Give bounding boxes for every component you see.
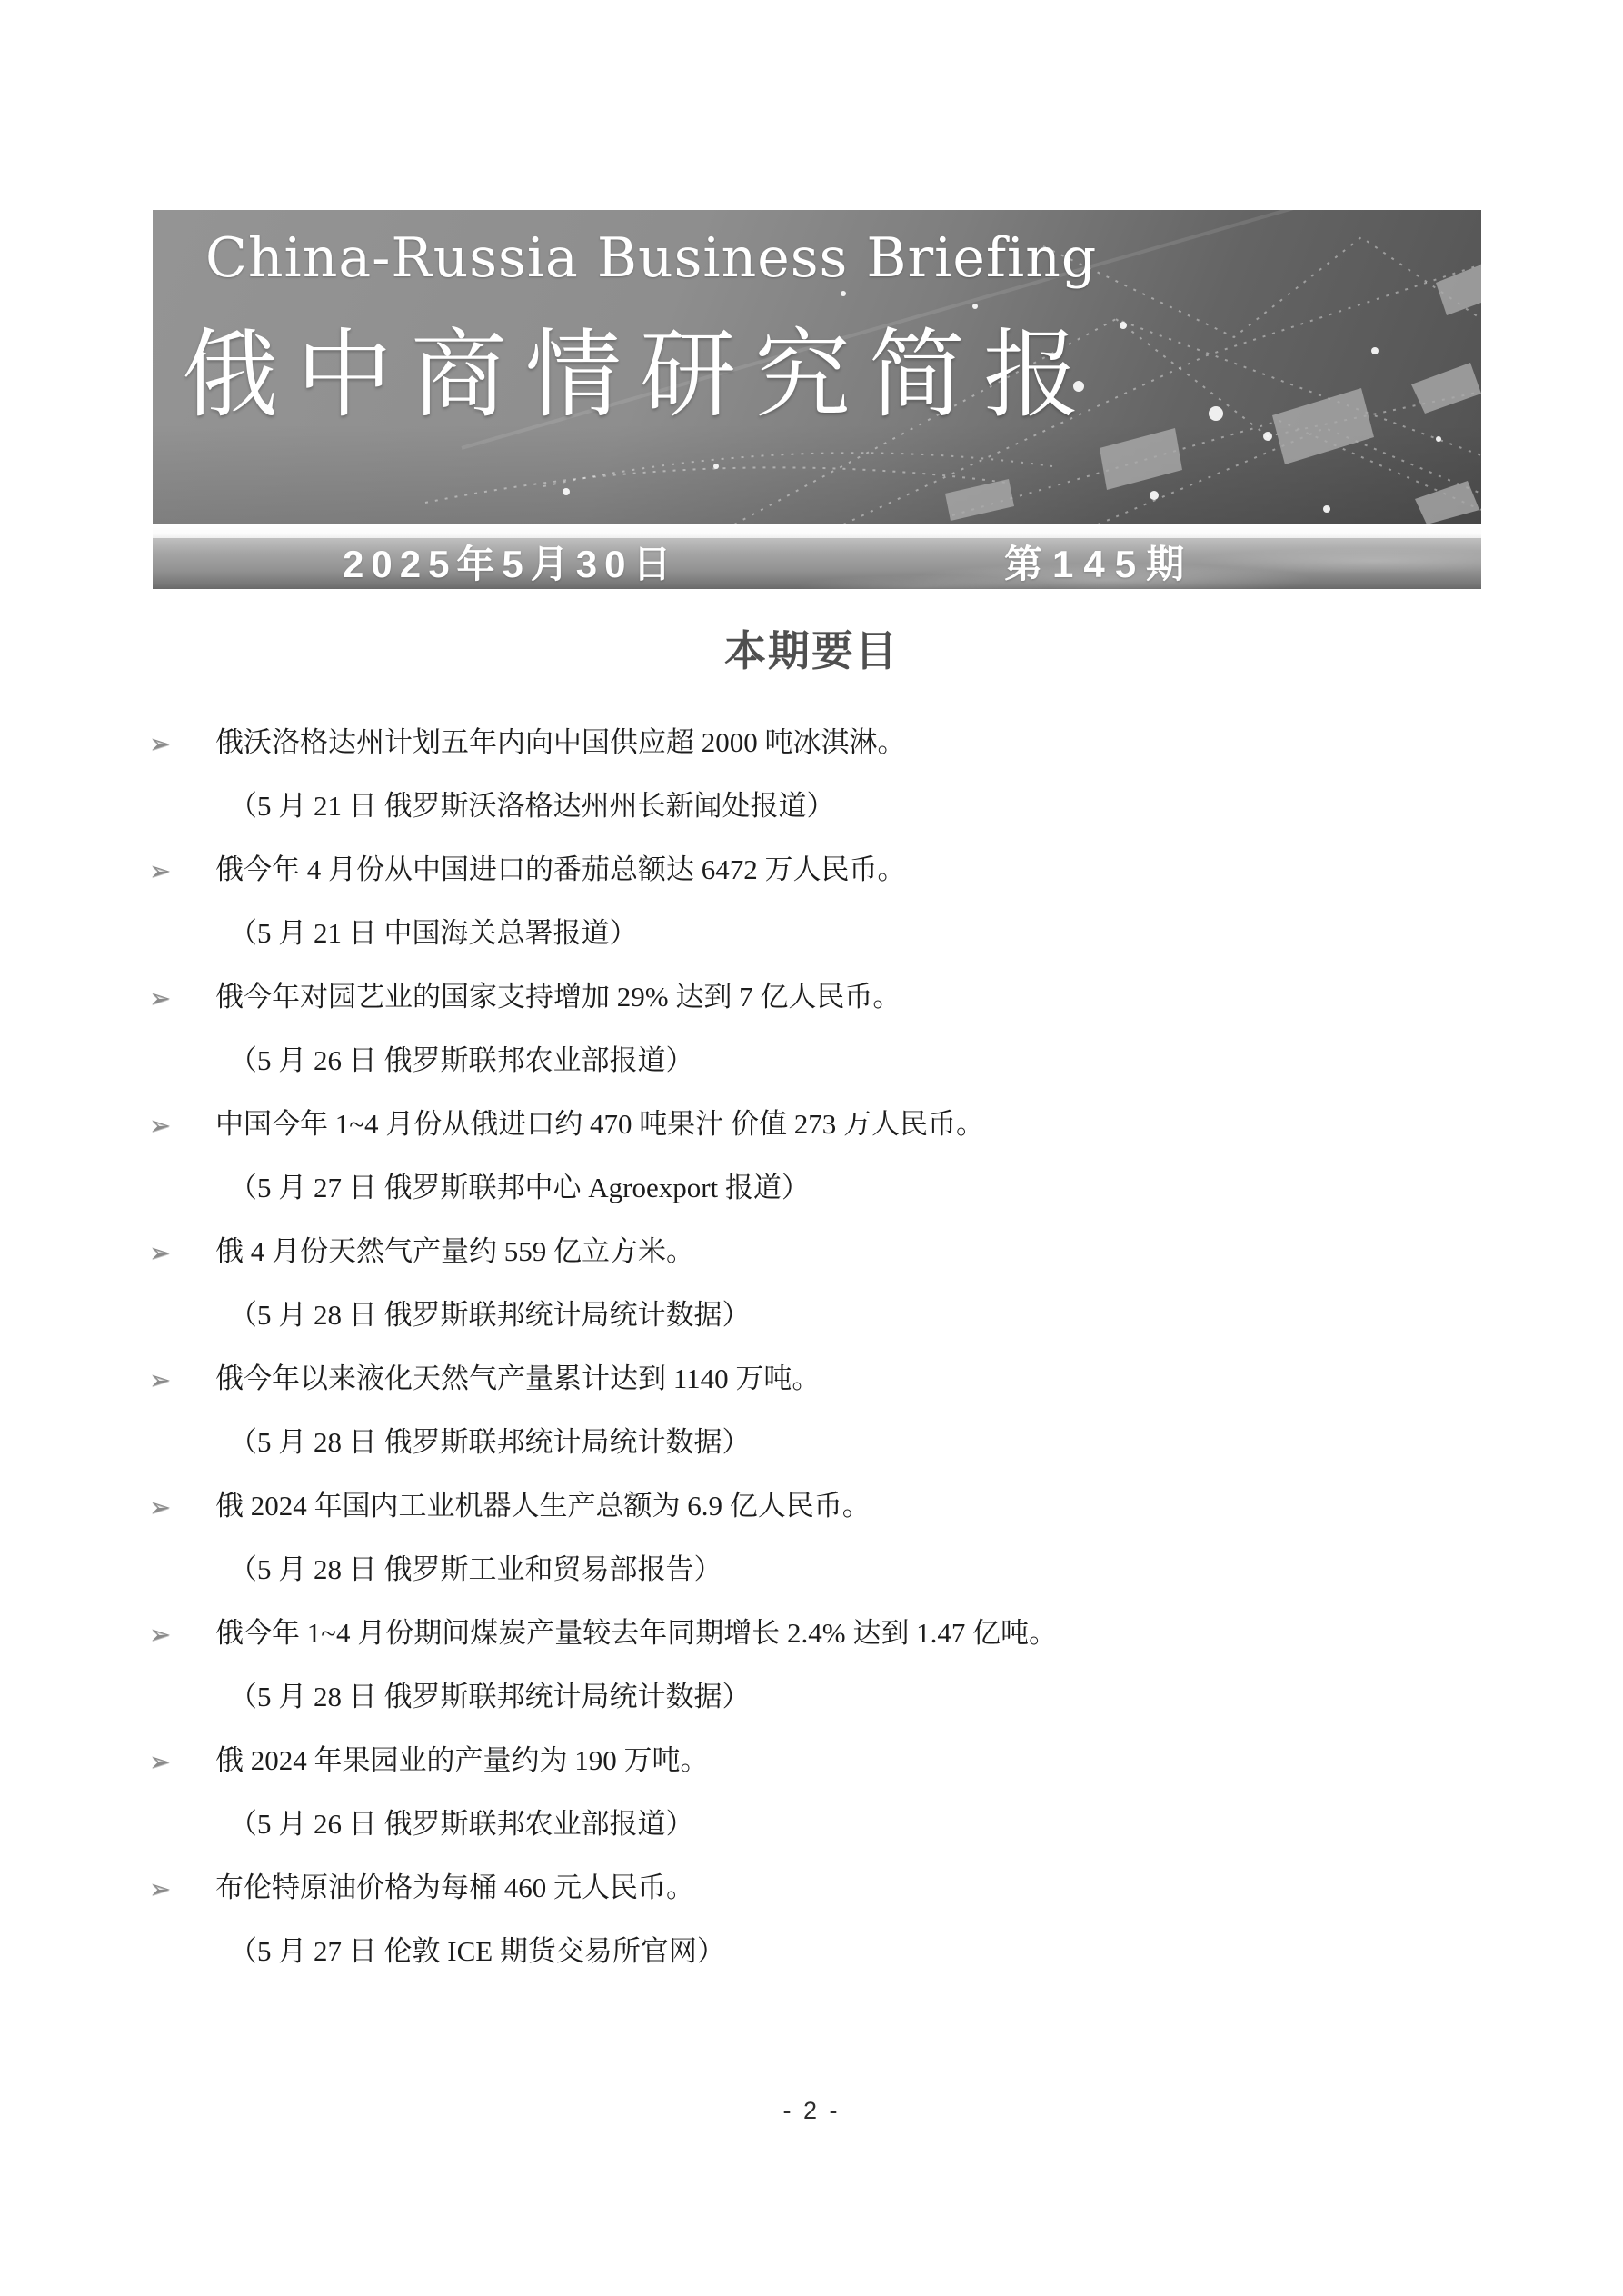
toc-item-main xyxy=(145,1220,1499,1283)
toc-item-main xyxy=(145,1347,1499,1411)
banner-title-english: China-Russia Business Briefing xyxy=(205,226,1098,290)
toc-item xyxy=(145,711,1499,838)
arrow-bullet-icon: ➢ xyxy=(149,728,172,759)
arrow-bullet-icon: ➢ xyxy=(149,1237,172,1268)
toc-item xyxy=(145,1474,1499,1602)
toc-item-main xyxy=(145,1602,1499,1665)
issue-date: 2025年5月30日 xyxy=(343,543,679,585)
banner-title-chinese: 俄中商情研究简报 xyxy=(182,323,1098,429)
toc-item-text: 俄 2024 年国内工业机器人生产总额为 6.9 亿人民币。 xyxy=(215,1490,871,1522)
toc-item xyxy=(145,1729,1499,1856)
toc-item-text: 俄今年 1~4 月份期间煤炭产量较去年同期增长 2.4% 达到 1.47 亿吨。 xyxy=(215,1617,1058,1649)
page-number: - 2 - xyxy=(782,2097,841,2124)
toc-item-text: 俄 4 月份天然气产量约 559 亿立方米。 xyxy=(215,1235,694,1267)
arrow-bullet-icon: ➢ xyxy=(149,1746,172,1777)
toc-item-main xyxy=(145,838,1499,902)
toc-item-text: 俄今年 4 月份从中国进口的番茄总额达 6472 万人民币。 xyxy=(215,854,906,885)
toc-item-main xyxy=(145,1474,1499,1538)
arrow-bullet-icon: ➢ xyxy=(149,1110,172,1141)
arrow-bullet-icon: ➢ xyxy=(149,855,172,886)
toc-item-main xyxy=(145,965,1499,1029)
toc-item-source: （5 月 26 日 俄罗斯联邦农业部报道） xyxy=(229,1044,694,1076)
issue-number: 第145期 xyxy=(1004,543,1195,585)
newsletter-banner xyxy=(153,210,1481,589)
toc-item xyxy=(145,1093,1499,1220)
toc-item-text: 俄沃洛格达州计划五年内向中国供应超 2000 吨冰淇淋。 xyxy=(215,726,906,758)
toc-item-main xyxy=(145,711,1499,774)
toc-item-text: 布伦特原油价格为每桶 460 元人民币。 xyxy=(215,1872,694,1903)
banner-divider-strip xyxy=(153,524,1481,538)
toc-item-main xyxy=(145,1729,1499,1792)
toc-item xyxy=(145,1602,1499,1729)
arrow-bullet-icon: ➢ xyxy=(149,983,172,1013)
toc-item-text: 俄今年对园艺业的国家支持增加 29% 达到 7 亿人民币。 xyxy=(215,981,901,1013)
arrow-bullet-icon: ➢ xyxy=(149,1364,172,1395)
toc-item-main xyxy=(145,1856,1499,1920)
toc-item-main xyxy=(145,1093,1499,1156)
arrow-bullet-icon: ➢ xyxy=(149,1619,172,1650)
toc-item-source: （5 月 27 日 伦敦 ICE 期货交易所官网） xyxy=(229,1935,725,1967)
banner-date-bar xyxy=(153,538,1481,589)
toc-item xyxy=(145,965,1499,1093)
toc-item-source: （5 月 28 日 俄罗斯工业和贸易部报告） xyxy=(229,1553,722,1585)
toc-item-source: （5 月 28 日 俄罗斯联邦统计局统计数据） xyxy=(229,1681,751,1712)
toc-item-text: 俄今年以来液化天然气产量累计达到 1140 万吨。 xyxy=(215,1363,821,1394)
toc-item xyxy=(145,1220,1499,1347)
toc-list xyxy=(145,711,1499,1983)
arrow-bullet-icon: ➢ xyxy=(149,1873,172,1904)
banner-artwork xyxy=(153,210,1481,524)
toc-item-text: 中国今年 1~4 月份从俄进口约 470 吨果汁 价值 273 万人民币。 xyxy=(215,1108,985,1140)
toc-item-source: （5 月 27 日 俄罗斯联邦中心 Agroexport 报道） xyxy=(229,1172,810,1203)
toc-item-source: （5 月 28 日 俄罗斯联邦统计局统计数据） xyxy=(229,1426,751,1458)
toc-item-source: （5 月 21 日 俄罗斯沃洛格达州州长新闻处报道） xyxy=(229,790,835,822)
toc-item xyxy=(145,1856,1499,1983)
toc-item xyxy=(145,1347,1499,1474)
toc-item-source: （5 月 21 日 中国海关总署报道） xyxy=(229,917,638,949)
toc-item xyxy=(145,838,1499,965)
toc-item-text: 俄 2024 年果园业的产量约为 190 万吨。 xyxy=(215,1744,709,1776)
arrow-bullet-icon: ➢ xyxy=(149,1492,172,1522)
toc-item-source: （5 月 26 日 俄罗斯联邦农业部报道） xyxy=(229,1808,694,1840)
toc-item-source: （5 月 28 日 俄罗斯联邦统计局统计数据） xyxy=(229,1299,751,1331)
page-title: 本期要目 xyxy=(724,627,899,674)
